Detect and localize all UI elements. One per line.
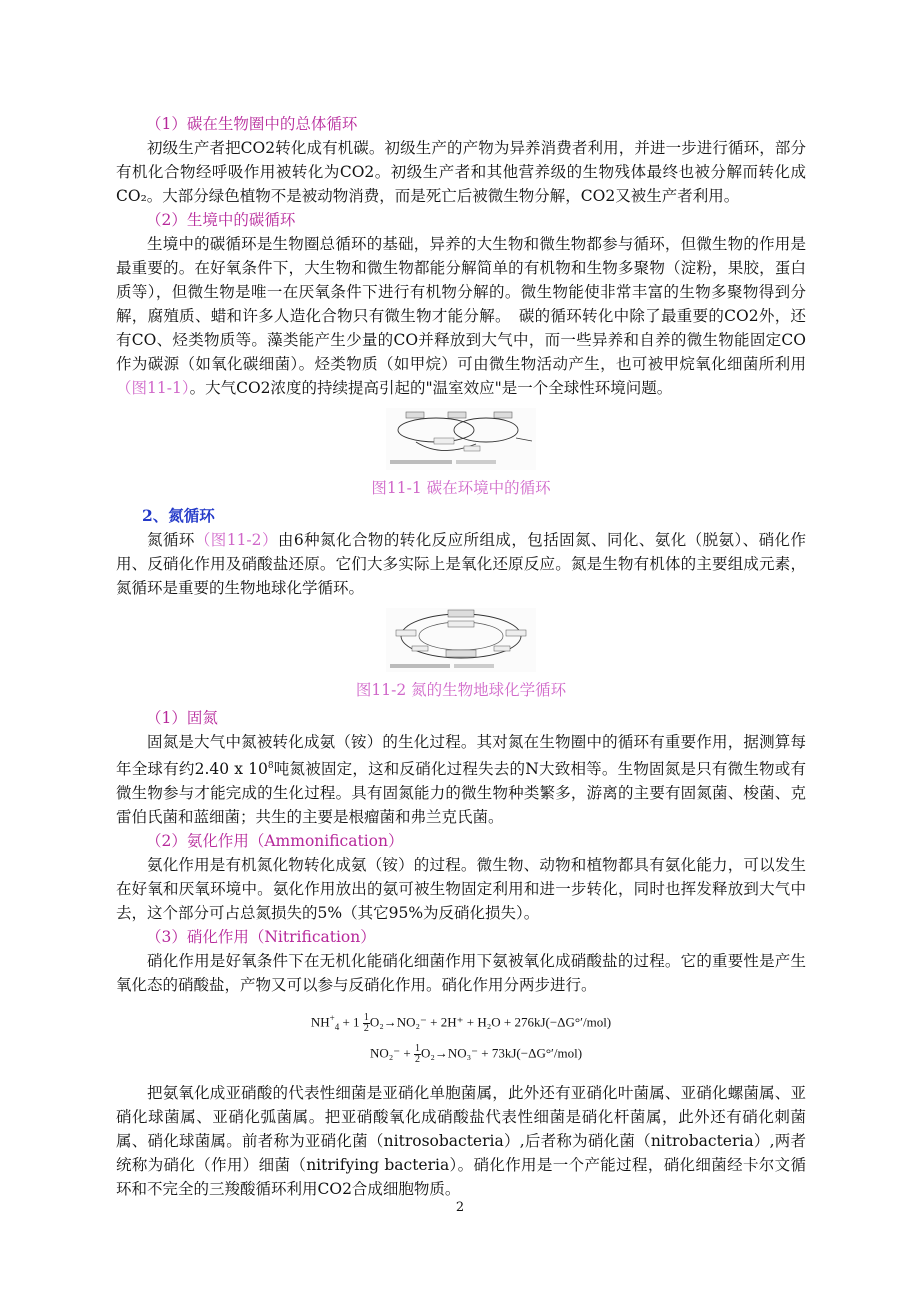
paragraph-text: 氮循环 [147, 531, 195, 549]
page-number: 2 [455, 1200, 465, 1215]
figure-reference-link[interactable]: （图11-2） [194, 531, 278, 549]
exponent: 8 [267, 761, 274, 771]
eq-denominator: 2 [363, 1023, 369, 1035]
eq-denominator: 2 [414, 1054, 420, 1066]
eq-numerator: 1 [363, 1012, 369, 1024]
paragraph-nitrifying-bacteria: 把氨氧化成亚硝酸的代表性细菌是亚硝化单胞菌属，此外还有亚硝化叶菌属、亚硝化螺菌属、亚硝化球菌属、亚硝化弧菌属。把亚硝酸氧化成硝酸盐代表性细菌是硝化杆菌属，此外还有硝化刺菌属、硝化球菌属。前者称为亚硝化菌（nitrosobacteria）,后者称为硝化菌（nitrobacteria）,两者统称为硝化（作用）细菌（nitrifying bacteria）。硝化作用是一个产能过程，硝化细菌经卡尔文循环和不完全的三羧酸循环利用CO2合成细胞物质。 [116, 1084, 806, 1199]
paragraph-text: 固氮是大气中氮被转化成氨（铵）的生化过程。其对氮在生物圈中的循环有重要作用，据测算每年全球有约2.40 x 10 [116, 733, 806, 779]
section-heading-nitrogen-cycle: 2、氮循环 [142, 506, 215, 525]
eq-sub: 4 [334, 1022, 340, 1033]
paragraph-text: 由6种氮化合物的转化反应所组成，包括固氮、同化、氨化（脱氨）、硝化作用、反硝化作用及硝酸盐还原。它们大多实际上是氧化还原反应。氮是生物有机体的主要组成元素，氮循环是重要的生物地球化学循环。 [116, 531, 806, 597]
paragraph-text: 。大气CO2浓度的持续提高引起的"温室效应"是一个全球性环境问题。 [189, 379, 673, 397]
section-heading-nitrogen-fixation: （1）固氮 [146, 709, 218, 727]
eq-term: NH [310, 1014, 330, 1030]
paragraph-carbon-habitat [116, 232, 806, 400]
figure-caption: 图11-1 碳在环境中的循环 [371, 479, 551, 497]
paragraph-nitrogen-cycle [116, 528, 806, 600]
section-heading-nitrification: （3）硝化作用（Nitrification） [146, 928, 376, 947]
paragraph-carbon-biosphere: 初级生产者把CO2转化成有机碳。初级生产的产物为异养消费者利用，并进一步进行循环，部分有机化合物经呼吸作用被转化为CO2。初级生产者和其他营养级的生物残体最终也被分解而转化成CO₂。大部分绿色植物不是被动物消费，而是死亡后被微生物分解，CO2又被生产者利用。 [116, 139, 806, 205]
eq-term: + 1 [339, 1014, 360, 1030]
figure-reference-link[interactable]: （图11-1） [116, 379, 190, 397]
eq-term: NO₂⁻ + [369, 1045, 414, 1061]
eq-sup: + [329, 1013, 335, 1024]
nitrogen-cycle-diagram-image [386, 608, 536, 672]
carbon-cycle-diagram-image [386, 408, 536, 470]
eq-fraction [363, 1013, 370, 1034]
eq-numerator: 1 [414, 1043, 420, 1055]
figure-nitrogen-cycle [116, 608, 806, 702]
figure-carbon-cycle [116, 408, 806, 500]
section-heading-ammonification: （2）氨化作用（Ammonification） [146, 832, 404, 851]
equation-block [116, 1013, 806, 1065]
equation-ammonia-oxidation [311, 1013, 611, 1034]
paragraph-text: 吨氮被固定，这和反硝化过程失去的N大致相等。生物固氮是只有微生物或有微生物参与才能完成的生化过程。具有固氮能力的微生物种类繁多，游离的主要有固氮菌、梭菌、克雷伯氏菌和蓝细菌；共生的主要是根瘤菌和弗兰克氏菌。 [116, 760, 806, 827]
paragraph-nitrogen-fixation [116, 730, 806, 829]
paragraph-text: 生境中的碳循环是生物圈总循环的基础，异养的大生物和微生物都参与循环，但微生物的作用是最重要的。在好氧条件下，大生物和微生物都能分解简单的有机物和生物多聚物（淀粉，果胶，蛋白质等），但微生物是唯一在厌氧条件下进行有机物分解的。微生物能使非常丰富的生物多聚物得到分解，腐殖质、蜡和许多人造化合物只有微生物才能分解。 碳的循环转化中除了最重要的CO2外，还有CO、烃类物质等。藻类能产生少量的CO并释放到大气中，而一些异养和自养的微生物能固定CO作为碳源（如氧化碳细菌）。烃类物质（如甲烷）可由微生物活动产生，也可被甲烷氧化细菌所利用 [116, 235, 806, 373]
figure-caption: 图11-2 氮的生物地球化学循环 [355, 681, 567, 699]
equation-nitrite-oxidation [370, 1044, 582, 1065]
eq-term: O₂→NO₂⁻ + 2H⁺ + H₂O + 276kJ(−ΔG°′/mol) [369, 1014, 612, 1030]
page-content [116, 112, 806, 1201]
paragraph-nitrification: 硝化作用是好氧条件下在无机化能硝化细菌作用下氨被氧化成硝酸盐的过程。它的重要性是产生氧化态的硝酸盐，产物又可以参与反硝化作用。硝化作用分两步进行。 [116, 952, 806, 995]
section-heading-carbon-habitat: （2）生境中的碳循环 [146, 211, 296, 229]
section-heading-carbon-biosphere: （1）碳在生物圈中的总体循环 [146, 115, 358, 133]
eq-fraction [414, 1044, 421, 1065]
eq-term: O₂→NO₃⁻ + 73kJ(−ΔG°′/mol) [420, 1045, 583, 1061]
paragraph-ammonification: 氨化作用是有机氮化物转化成氨（铵）的过程。微生物、动物和植物都具有氨化能力，可以发生在好氧和厌氧环境中。氨化作用放出的氨可被生物固定利用和进一步转化，同时也挥发释放到大气中去，这个部分可占总氮损失的5%（其它95%为反硝化损失）。 [116, 856, 806, 923]
